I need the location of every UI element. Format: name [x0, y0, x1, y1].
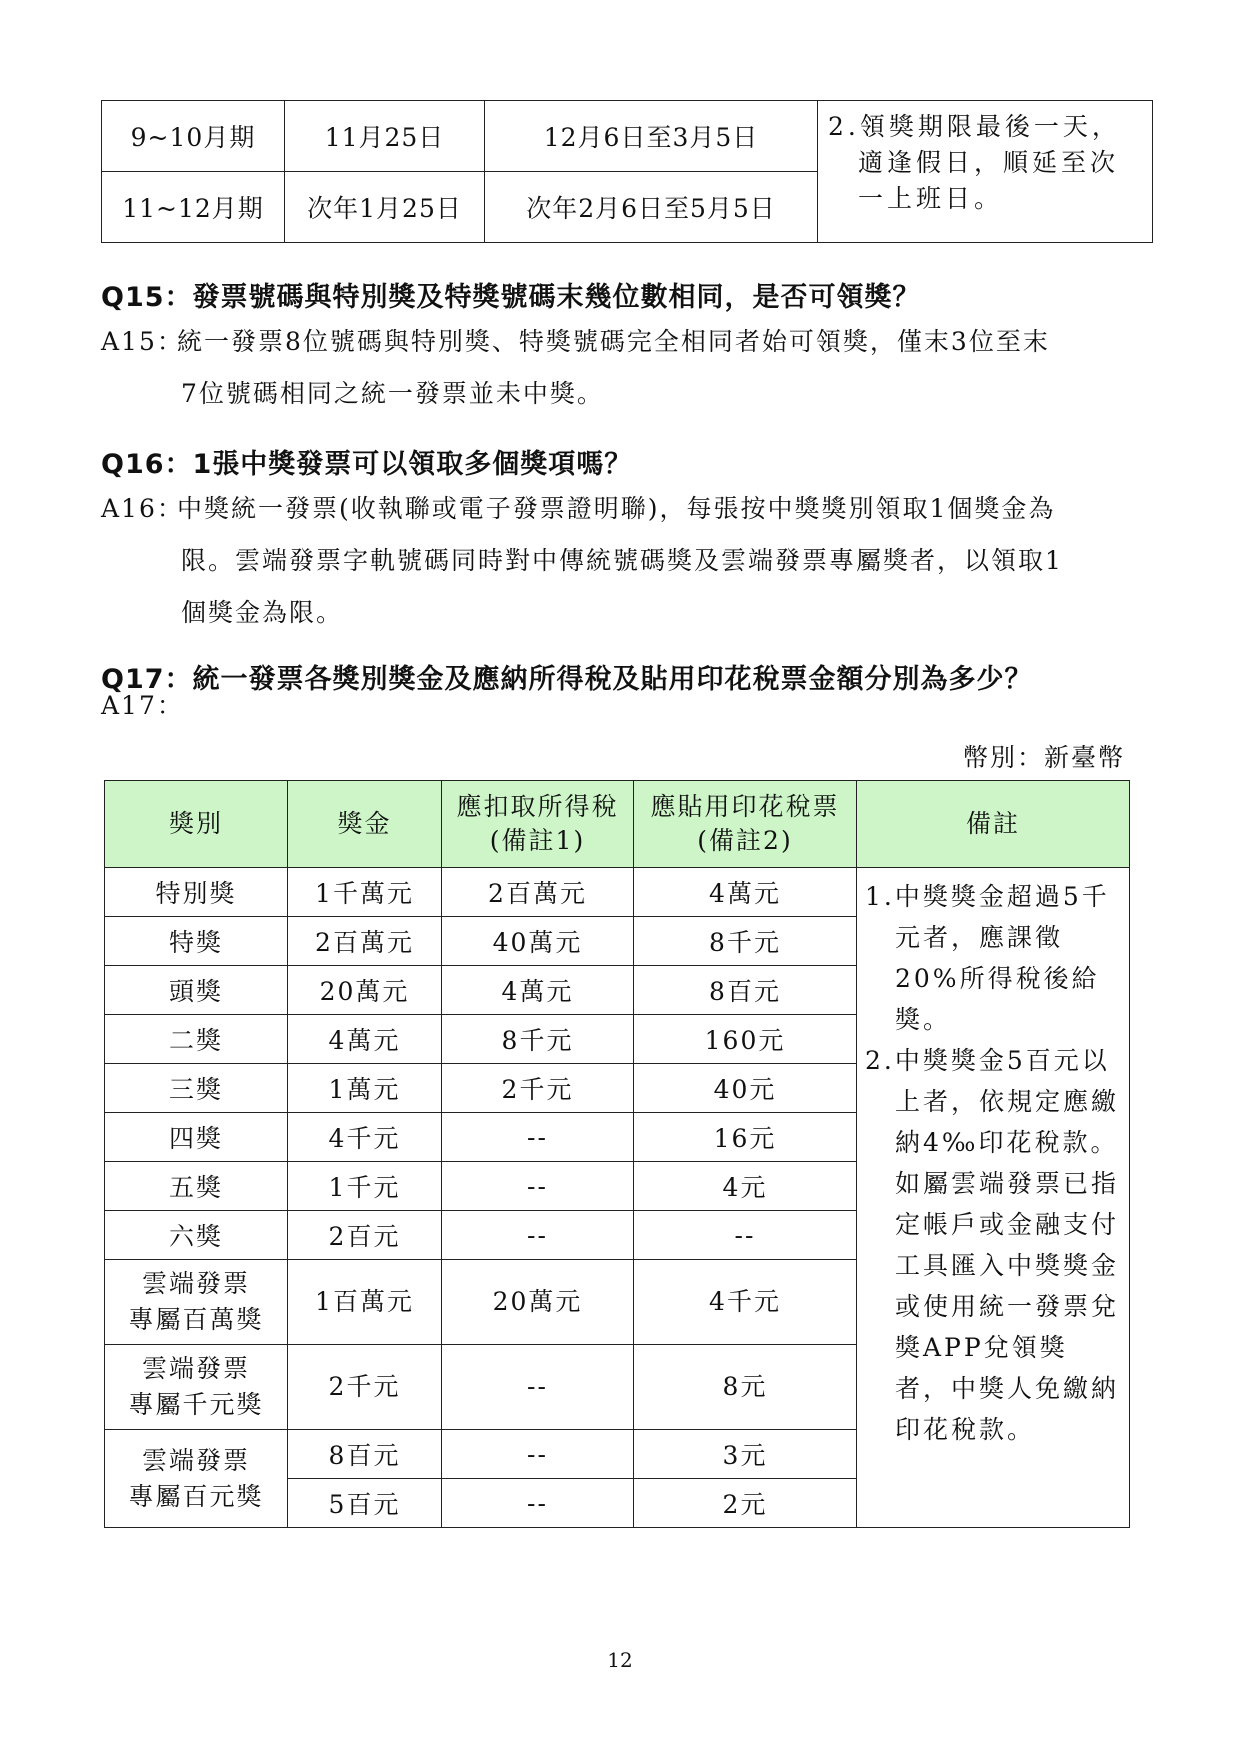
income-tax: --	[442, 1162, 634, 1211]
category-line: 雲端發票	[141, 1269, 250, 1298]
answer-16	[101, 483, 1151, 639]
prize-category	[105, 1345, 288, 1430]
income-tax: 2百萬元	[442, 868, 634, 917]
period-cell: 11~12月期	[102, 172, 285, 243]
income-tax: --	[442, 1345, 634, 1430]
prize-category: 頭獎	[105, 966, 288, 1015]
category-line: 專屬百元獎	[128, 1481, 264, 1511]
prize-category	[105, 1260, 288, 1345]
schedule-table	[101, 100, 1153, 243]
note-first-line: 2.領獎期限最後一天，	[828, 112, 1121, 141]
answer-line: 7位號碼相同之統一發票並未中獎。	[181, 379, 604, 408]
prize-amount: 2百元	[288, 1211, 442, 1260]
question-16: Q16：1張中獎發票可以領取多個獎項嗎？	[101, 449, 633, 480]
prize-amount: 1百萬元	[288, 1260, 442, 1345]
currency-note: 幣別：新臺幣	[962, 743, 1125, 772]
stamp-tax: 8千元	[634, 917, 857, 966]
prize-amount: 1千元	[288, 1162, 442, 1211]
prize-category	[105, 1430, 288, 1528]
remarks-cell	[857, 868, 1130, 1528]
stamp-tax: 4千元	[634, 1260, 857, 1345]
income-tax: 4萬元	[442, 966, 634, 1015]
income-tax: --	[442, 1430, 634, 1479]
answer-17	[101, 684, 1151, 728]
stamp-tax: --	[634, 1211, 857, 1260]
draw-date-cell: 11月25日	[285, 101, 485, 172]
prize-amount: 8百元	[288, 1430, 442, 1479]
stamp-tax: 40元	[634, 1064, 857, 1113]
category-line: 雲端發票	[141, 1445, 250, 1475]
stamp-tax: 2元	[634, 1479, 857, 1528]
income-tax: 8千元	[442, 1015, 634, 1064]
prize-category: 三獎	[105, 1064, 288, 1113]
question-15: Q15：發票號碼與特別獎及特獎號碼末幾位數相同，是否可領獎？	[101, 282, 921, 313]
income-tax: 20萬元	[442, 1260, 634, 1345]
prize-category: 二獎	[105, 1015, 288, 1064]
category-line: 雲端發票	[141, 1354, 250, 1383]
stamp-tax: 3元	[634, 1430, 857, 1479]
answer-15	[101, 316, 1151, 420]
income-tax: --	[442, 1479, 634, 1528]
prize-amount: 4千元	[288, 1113, 442, 1162]
header-line: (備註2)	[697, 826, 793, 855]
claim-period-cell: 12月6日至3月5日	[485, 101, 818, 172]
remark-2-first: 2.中獎獎金5百元以	[865, 1046, 1110, 1075]
category-line: 專屬百萬獎	[128, 1305, 264, 1334]
prize-amount: 2千元	[288, 1345, 442, 1430]
prize-category: 特別獎	[105, 868, 288, 917]
remark-2-rest: 上者，依規定應繳納4‰印花稅款。如屬雲端發票已指定帳戶或金融支付工具匯入中獎獎金或使用統一發票兌獎APP兌領獎者，中獎人免繳納印花稅款。	[895, 1087, 1120, 1444]
prize-amount: 20萬元	[288, 966, 442, 1015]
stamp-tax: 8百元	[634, 966, 857, 1015]
remark-1-rest: 元者，應課徵20%所得稅後給獎。	[895, 923, 1100, 1034]
answer-label: A15：	[101, 327, 184, 356]
period-cell: 9~10月期	[102, 101, 285, 172]
income-tax: --	[442, 1113, 634, 1162]
income-tax: 40萬元	[442, 917, 634, 966]
prize-amount: 5百元	[288, 1479, 442, 1528]
remark-1-first: 1.中獎獎金超過5千	[865, 882, 1110, 911]
answer-label: A17：	[101, 691, 184, 720]
income-tax: --	[442, 1211, 634, 1260]
question-17: Q17：統一發票各獎別獎金及應納所得稅及貼用印花稅票金額分別為多少？	[101, 664, 1033, 695]
prize-amount: 4萬元	[288, 1015, 442, 1064]
prize-category: 四獎	[105, 1113, 288, 1162]
answer-line: 統一發票8位號碼與特別獎、特獎號碼完全相同者始可領獎，僅末3位至末	[177, 327, 1050, 356]
header-category: 獎別	[105, 781, 288, 868]
stamp-tax: 4元	[634, 1162, 857, 1211]
stamp-tax: 160元	[634, 1015, 857, 1064]
table-row	[105, 868, 1130, 917]
stamp-tax: 16元	[634, 1113, 857, 1162]
draw-date-cell: 次年1月25日	[285, 172, 485, 243]
prize-table	[104, 780, 1130, 1528]
answer-line: 中獎統一發票(收執聯或電子發票證明聯)，每張按中獎獎別領取1個獎金為	[177, 494, 1056, 523]
header-line: 應扣取所得稅	[456, 792, 619, 821]
income-tax: 2千元	[442, 1064, 634, 1113]
table-row	[102, 101, 1153, 172]
page-number: 12	[607, 1648, 633, 1672]
header-amount: 獎金	[288, 781, 442, 868]
answer-label: A16：	[101, 494, 184, 523]
header-remarks: 備註	[857, 781, 1130, 868]
prize-category: 五獎	[105, 1162, 288, 1211]
answer-line: 個獎金為限。	[181, 598, 344, 627]
category-line: 專屬千元獎	[128, 1390, 264, 1419]
claim-deadline-note	[818, 101, 1153, 243]
header-stamp-tax	[634, 781, 857, 868]
prize-category: 特獎	[105, 917, 288, 966]
prize-amount: 1千萬元	[288, 868, 442, 917]
table-header-row	[105, 781, 1130, 868]
prize-amount: 1萬元	[288, 1064, 442, 1113]
stamp-tax: 8元	[634, 1345, 857, 1430]
stamp-tax: 4萬元	[634, 868, 857, 917]
note-rest: 適逢假日，順延至次一上班日。	[858, 148, 1120, 213]
prize-amount: 2百萬元	[288, 917, 442, 966]
header-income-tax	[442, 781, 634, 868]
header-line: 應貼用印花稅票	[650, 792, 840, 821]
prize-category: 六獎	[105, 1211, 288, 1260]
answer-line: 限。雲端發票字軌號碼同時對中傳統號碼獎及雲端發票專屬獎者，以領取1	[181, 546, 1063, 575]
claim-period-cell: 次年2月6日至5月5日	[485, 172, 818, 243]
header-line: (備註1)	[489, 826, 586, 855]
